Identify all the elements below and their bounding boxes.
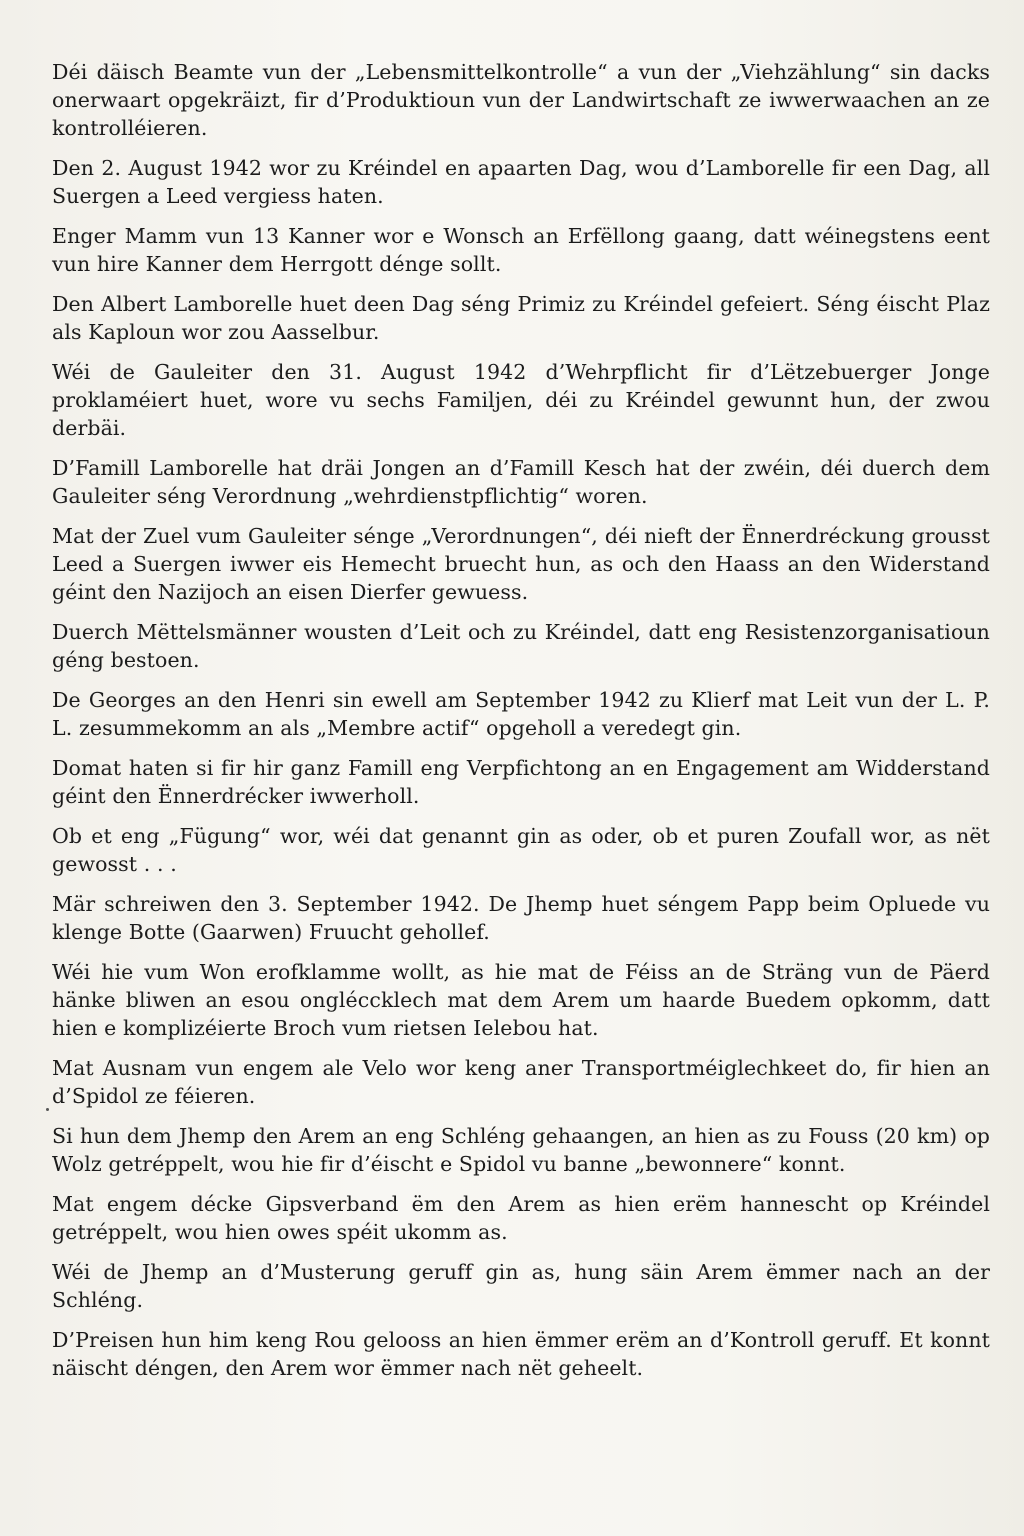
paragraph-2: Den 2. August 1942 wor zu Kréindel en apaarten Dag, wou d’Lamborelle fir een Dag, all Suergen a Leed vergiess haten. <box>52 156 990 208</box>
paragraph-18: D’Preisen hun him keng Rou gelooss an hien ëmmer erëm an d’Kontroll geruff. Et konnt näischt déngen, den Arem wor ëmmer nach nët geheelt. <box>52 1328 990 1380</box>
paragraph-12: Mär schreiwen den 3. September 1942. De Jhemp huet séngem Papp beim Opluede vu klenge Botte (Gaarwen) Fruucht gehollef. <box>52 892 990 944</box>
paragraph-16: Mat engem décke Gipsverband ëm den Arem as hien erëm hannescht op Kréindel getréppelt, wou hien owes spéit ukomm as. <box>52 1192 990 1244</box>
paragraph-3: Enger Mamm vun 13 Kanner wor e Wonsch an Erfëllong gaang, datt wéinegstens eent vun hire Kanner dem Herrgott dénge sollt. <box>52 224 990 276</box>
paragraph-17: Wéi de Jhemp an d’Musterung geruff gin as, hung säin Arem ëmmer nach an der Schléng. <box>52 1260 990 1312</box>
paragraph-1: Déi däisch Beamte vun der „Lebensmittelkontrolle“ a vun der „Viehzählung“ sin dacks onerwaart opgekräizt, fir d’Produktioun vun der Landwirtschaft ze iwwerwaachen an ze kontrolléieren. <box>52 60 990 140</box>
paragraph-10: Domat haten si fir hir ganz Famill eng Verpfichtong an en Engagement am Widderstand géint den Ënnerdrécker iwwerholl. <box>52 756 990 808</box>
paragraph-5: Wéi de Gauleiter den 31. August 1942 d’Wehrpflicht fir d’Lëtzebuerger Jonge proklaméiert huet, wore vu sechs Familjen, déi zu Kréindel gewunnt hun, der zwou derbäi. <box>52 360 990 440</box>
print-speck <box>46 1108 49 1111</box>
paragraph-8: Duerch Mëttelsmänner wousten d’Leit och zu Kréindel, datt eng Resistenzorganisatioun géng bestoen. <box>52 620 990 672</box>
paragraph-13: Wéi hie vum Won erofklamme wollt, as hie mat de Féiss an de Sträng vun de Päerd hänke bliwen an esou ongléccklech mat dem Arem um haarde Buedem opkomm, datt hien e komplizéierte Broch vum rietsen Ielebou hat. <box>52 960 990 1040</box>
paragraph-11: Ob et eng „Fügung“ wor, wéi dat genannt gin as oder, ob et puren Zoufall wor, as nët gewosst . . . <box>52 824 990 876</box>
paragraph-15: Si hun dem Jhemp den Arem an eng Schléng gehaangen, an hien as zu Fouss (20 km) op Wolz getréppelt, wou hie fir d’éischt e Spidol vu banne „bewonnere“ konnt. <box>52 1124 990 1176</box>
body-text <box>52 58 990 1394</box>
paragraph-4: Den Albert Lamborelle huet deen Dag séng Primiz zu Kréindel gefeiert. Séng éischt Plaz als Kaploun wor zou Aasselbur. <box>52 292 990 344</box>
paragraph-14: Mat Ausnam vun engem ale Velo wor keng aner Transportméiglechkeet do, fir hien an d’Spidol ze féieren. <box>52 1056 990 1108</box>
paragraph-7: Mat der Zuel vum Gauleiter sénge „Verordnungen“, déi nieft der Ënnerdréckung grousst Leed a Suergen iwwer eis Hemecht bruecht hun, as och den Haass an den Widerstand géint den Nazijoch an eisen Dierfer gewuess. <box>52 524 990 604</box>
paragraph-9: De Georges an den Henri sin ewell am September 1942 zu Klierf mat Leit vun der L. P. L. zesummekomm an als „Membre actif“ opgeholl a veredegt gin. <box>52 688 990 740</box>
paragraph-6: D’Famill Lamborelle hat dräi Jongen an d’Famill Kesch hat der zwéin, déi duerch dem Gauleiter séng Verordnung „wehrdienstpflichtig“ woren. <box>52 456 990 508</box>
